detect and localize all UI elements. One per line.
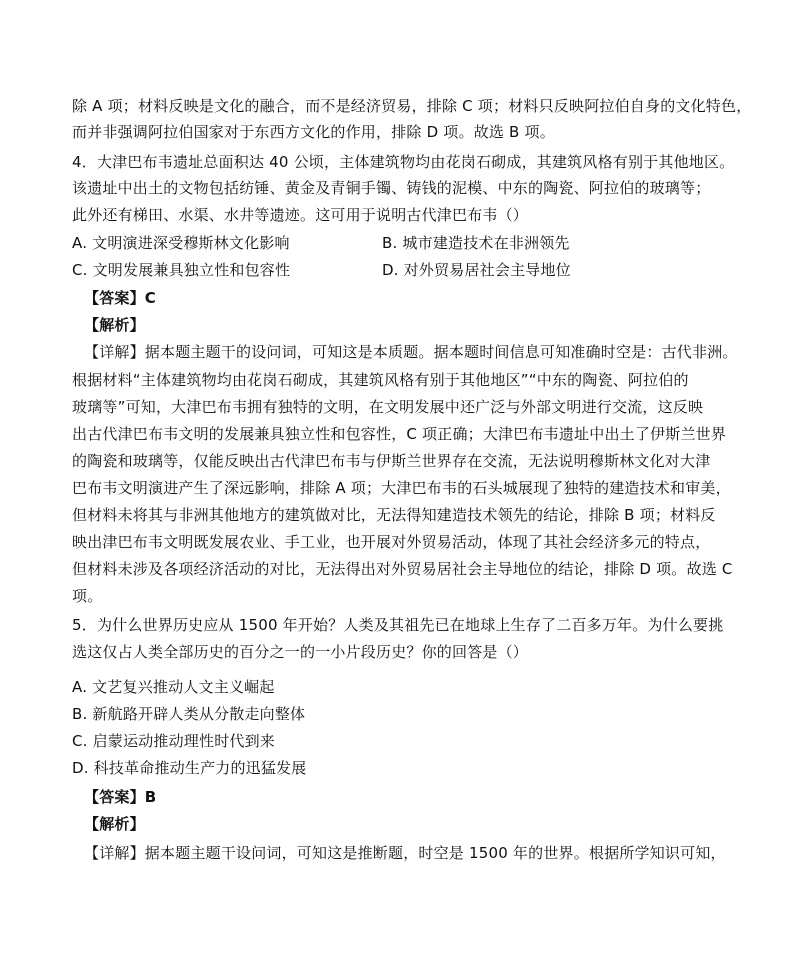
q5-stem-line-2: 选这仅占人类全部历史的百分之一的一小片段历史？你的回答是（） [72, 643, 529, 661]
q4-stem-line-3: 此外还有梯田、水渠、水井等遗迹。这可用于说明古代津巴布韦（） [72, 206, 529, 224]
q4-detail-line-8: 映出津巴布韦文明既发展农业、手工业，也开展对外贸易活动，体现了其社会经济多元的特点， [72, 533, 711, 551]
q4-option-c: C. 文明发展兼具独立性和包容性 [72, 261, 291, 279]
prev-analysis-line-2: 而并非强调阿拉伯国家对于东西方文化的作用，排除 D 项。故选 B 项。 [72, 123, 555, 141]
q4-detail-line-1: 【详解】据本题主题干的设问词，可知这是本质题。据本题时间信息可知准确时空是：古代非洲。 [84, 343, 738, 361]
q5-option-d: D. 科技革命推动生产力的迅猛发展 [72, 759, 307, 777]
q4-detail-line-5: 的陶瓷和玻璃等，仅能反映出古代津巴布韦与伊斯兰世界存在交流，无法说明穆斯林文化对大津 [72, 452, 711, 470]
q4-detail-line-9: 但材料未涉及各项经济活动的对比，无法得出对外贸易居社会主导地位的结论，排除 D 项。故选 C [72, 560, 733, 578]
q4-option-d: D. 对外贸易居社会主导地位 [382, 261, 571, 279]
q5-option-a: A. 文艺复兴推动人文主义崛起 [72, 678, 275, 696]
q4-option-b: B. 城市建造技术在非洲领先 [382, 234, 570, 252]
q4-detail-line-4: 出古代津巴布韦文明的发展兼具独立性和包容性，C 项正确；大津巴布韦遗址中出土了伊斯兰世界 [72, 425, 727, 443]
q4-detail-line-7: 但材料未将其与非洲其他地方的建筑做对比，无法得知建造技术领先的结论，排除 B 项；材料反 [72, 506, 716, 524]
q4-detail-line-6: 巴布韦文明演进产生了深远影响，排除 A 项；大津巴布韦的石头城展现了独特的建造技术和审美， [72, 479, 731, 497]
q4-answer: 【答案】C [84, 289, 157, 307]
q4-stem-line-1: 4．大津巴布韦遗址总面积达 40 公顷，主体建筑物均由花岗石砌成，其建筑风格有别于其他地区。 [72, 153, 735, 171]
q5-option-c: C. 启蒙运动推动理性时代到来 [72, 732, 276, 750]
q4-stem-line-2: 该遗址中出土的文物包括纺锤、黄金及青铜手镯、铸钱的泥模、中东的陶瓷、阿拉伯的玻璃等； [72, 179, 711, 197]
q5-option-b: B. 新航路开辟人类从分散走向整体 [72, 705, 306, 723]
q5-analysis-label: 【解析】 [84, 815, 145, 833]
q4-option-a: A. 文明演进深受穆斯林文化影响 [72, 234, 290, 252]
q5-stem-line-1: 5．为什么世界历史应从 1500 年开始？人类及其祖先已在地球上生存了二百多万年。为什么要挑 [72, 616, 724, 634]
q5-detail-line-1: 【详解】据本题主题干设问词，可知这是推断题，时空是 1500 年的世界。根据所学知识可知， [84, 844, 726, 862]
q4-analysis-label: 【解析】 [84, 316, 145, 334]
q4-detail-line-3: 玻璃等”可知，大津巴布韦拥有独特的文明，在文明发展中还广泛与外部文明进行交流，这反映 [72, 398, 704, 416]
q5-answer: 【答案】B [84, 788, 157, 806]
q4-detail-line-2: 根据材料“主体建筑物均由花岗石砌成，其建筑风格有别于其他地区”“中东的陶瓷、阿拉伯的 [72, 371, 689, 389]
prev-analysis-line-1: 除 A 项；材料反映是文化的融合，而不是经济贸易，排除 C 项；材料只反映阿拉伯自身的文化特色， [72, 97, 752, 115]
q4-detail-line-10: 项。 [72, 587, 103, 605]
